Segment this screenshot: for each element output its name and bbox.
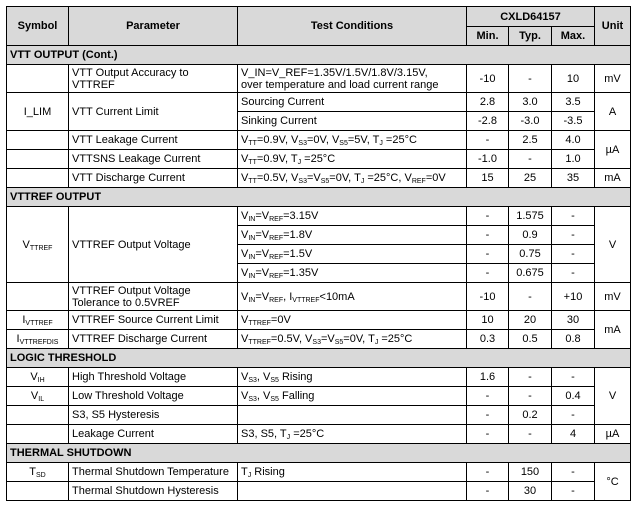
min-cell: 0.3 bbox=[467, 330, 509, 349]
unit-cell: A bbox=[595, 93, 631, 131]
max-cell: - bbox=[552, 406, 595, 425]
parameter-cell: VTTREF Output Voltage bbox=[69, 207, 238, 283]
table-row bbox=[7, 283, 631, 311]
min-cell: 15 bbox=[467, 169, 509, 188]
min-cell: - bbox=[467, 406, 509, 425]
condition-line: over temperature and load current range bbox=[241, 78, 439, 91]
unit-cell: µA bbox=[595, 131, 631, 169]
table-row bbox=[7, 311, 631, 330]
condition-cell: $V_{TTREF}=0V$ bbox=[238, 311, 467, 330]
table-row bbox=[7, 368, 631, 387]
symbol-cell: $I_{VTTREF}$ bbox=[7, 311, 69, 330]
symbol-cell bbox=[7, 425, 69, 444]
unit-cell: V bbox=[595, 207, 631, 283]
condition-cell bbox=[238, 65, 467, 93]
parameter-cell: VTTREF Source Current Limit bbox=[69, 311, 238, 330]
typ-cell: 30 bbox=[509, 482, 552, 501]
table-row bbox=[7, 169, 631, 188]
condition-cell: Sinking Current bbox=[238, 112, 467, 131]
max-header: Max. bbox=[552, 27, 595, 46]
typ-cell: 1.575 bbox=[509, 207, 552, 226]
condition-cell: $V_{S3}$, $V_{S5}$ Falling bbox=[238, 387, 467, 406]
min-cell: 10 bbox=[467, 311, 509, 330]
parameter-line: Tolerance to 0.5VREF bbox=[72, 296, 180, 309]
section-vttref-output: VTTREF OUTPUT bbox=[7, 188, 631, 207]
min-cell: -10 bbox=[467, 65, 509, 93]
max-cell: 4 bbox=[552, 425, 595, 444]
max-cell: - bbox=[552, 463, 595, 482]
typ-cell: 0.9 bbox=[509, 226, 552, 245]
table-row bbox=[7, 93, 631, 112]
table-row bbox=[7, 330, 631, 349]
electrical-characteristics-table bbox=[6, 6, 631, 501]
min-cell: - bbox=[467, 387, 509, 406]
condition-cell: $V_{IN}=V_{REF}$, $I_{VTTREF}<10mA$ bbox=[238, 283, 467, 311]
max-cell: - bbox=[552, 368, 595, 387]
table-row bbox=[7, 406, 631, 425]
min-cell: 1.6 bbox=[467, 368, 509, 387]
parameter-cell: VTT Discharge Current bbox=[69, 169, 238, 188]
typ-cell: - bbox=[509, 283, 552, 311]
parameter-cell: Low Threshold Voltage bbox=[69, 387, 238, 406]
typ-cell: - bbox=[509, 387, 552, 406]
parameter-cell: High Threshold Voltage bbox=[69, 368, 238, 387]
typ-cell: -3.0 bbox=[509, 112, 552, 131]
max-cell: 4.0 bbox=[552, 131, 595, 150]
unit-cell: µA bbox=[595, 425, 631, 444]
typ-cell: 2.5 bbox=[509, 131, 552, 150]
symbol-header: Symbol bbox=[7, 7, 69, 46]
max-cell: - bbox=[552, 207, 595, 226]
condition-cell: $T_J$ Rising bbox=[238, 463, 467, 482]
symbol-cell: $T_{SD}$ bbox=[7, 463, 69, 482]
max-cell: 0.4 bbox=[552, 387, 595, 406]
parameter-cell: S3, S5 Hysteresis bbox=[69, 406, 238, 425]
min-cell: - bbox=[467, 264, 509, 283]
parameter-cell: VTTREF Discharge Current bbox=[69, 330, 238, 349]
max-cell: +10 bbox=[552, 283, 595, 311]
min-cell: - bbox=[467, 207, 509, 226]
condition-cell: $V_{S3}$, $V_{S5}$ Rising bbox=[238, 368, 467, 387]
unit-cell: mV bbox=[595, 65, 631, 93]
typ-header: Typ. bbox=[509, 27, 552, 46]
typ-cell: 0.5 bbox=[509, 330, 552, 349]
typ-cell: 150 bbox=[509, 463, 552, 482]
symbol-cell: $V_{TTREF}$ bbox=[7, 207, 69, 283]
symbol-cell bbox=[7, 283, 69, 311]
typ-cell: 0.75 bbox=[509, 245, 552, 264]
unit-cell: V bbox=[595, 368, 631, 425]
table-row bbox=[7, 482, 631, 501]
max-cell: 3.5 bbox=[552, 93, 595, 112]
min-cell: - bbox=[467, 131, 509, 150]
min-cell: -2.8 bbox=[467, 112, 509, 131]
max-cell: - bbox=[552, 264, 595, 283]
symbol-cell: $V_{IH}$ bbox=[7, 368, 69, 387]
condition-cell bbox=[238, 406, 467, 425]
typ-cell: - bbox=[509, 368, 552, 387]
typ-cell: - bbox=[509, 65, 552, 93]
condition-cell: $V_{IN}=V_{REF}=1.5V$ bbox=[238, 245, 467, 264]
min-cell: 2.8 bbox=[467, 93, 509, 112]
typ-cell: 20 bbox=[509, 311, 552, 330]
min-cell: - bbox=[467, 482, 509, 501]
max-cell: 30 bbox=[552, 311, 595, 330]
table-row bbox=[7, 150, 631, 169]
min-cell: - bbox=[467, 425, 509, 444]
parameter-cell: VTT Leakage Current bbox=[69, 131, 238, 150]
symbol-cell bbox=[7, 150, 69, 169]
typ-cell: 3.0 bbox=[509, 93, 552, 112]
parameter-cell: VTT Output Accuracy to VTTREF bbox=[69, 65, 238, 93]
table-row bbox=[7, 463, 631, 482]
symbol-cell: $I_{VTTREFDIS}$ bbox=[7, 330, 69, 349]
min-cell: - bbox=[467, 463, 509, 482]
max-cell: -3.5 bbox=[552, 112, 595, 131]
test-conditions-header: Test Conditions bbox=[238, 7, 467, 46]
parameter-cell bbox=[69, 283, 238, 311]
min-cell: -10 bbox=[467, 283, 509, 311]
parameter-cell: Thermal Shutdown Hysteresis bbox=[69, 482, 238, 501]
max-cell: 35 bbox=[552, 169, 595, 188]
table-row bbox=[7, 387, 631, 406]
section-logic-threshold: LOGIC THRESHOLD bbox=[7, 349, 631, 368]
max-cell: - bbox=[552, 245, 595, 264]
min-header: Min. bbox=[467, 27, 509, 46]
min-cell: -1.0 bbox=[467, 150, 509, 169]
condition-cell: $V_{IN}=V_{REF}=1.35V$ bbox=[238, 264, 467, 283]
max-cell: 0.8 bbox=[552, 330, 595, 349]
table-row bbox=[7, 425, 631, 444]
symbol-cell bbox=[7, 482, 69, 501]
min-cell: - bbox=[467, 245, 509, 264]
condition-cell: $V_{TT}=0.9V$, $T_J =25^\circ C$ bbox=[238, 150, 467, 169]
condition-line: V_IN=V_REF=1.35V/1.5V/1.8V/3.15V, bbox=[241, 66, 428, 79]
max-cell: - bbox=[552, 226, 595, 245]
typ-cell: 0.2 bbox=[509, 406, 552, 425]
condition-cell: $V_{TTREF}=0.5V$, $V_{S3}=V_{S5}=0V$, $T_J =25^\circ C$ bbox=[238, 330, 467, 349]
section-thermal-shutdown: THERMAL SHUTDOWN bbox=[7, 444, 631, 463]
parameter-cell: VTT Current Limit bbox=[69, 93, 238, 131]
condition-cell: $V_{IN}=V_{REF}=1.8V$ bbox=[238, 226, 467, 245]
unit-cell: °C bbox=[595, 463, 631, 501]
parameter-cell: VTTSNS Leakage Current bbox=[69, 150, 238, 169]
condition-cell bbox=[238, 482, 467, 501]
parameter-header: Parameter bbox=[69, 7, 238, 46]
symbol-cell bbox=[7, 406, 69, 425]
condition-cell: $V_{TT}=0.5V$, $V_{S3}=V_{S5}=0V$, $T_J =25^\circ C$, $V_{REF}=0V$ bbox=[238, 169, 467, 188]
condition-cell: $V_{TT}=0.9V$, $V_{S3}=0V$, $V_{S5}=5V$, $T_J =25^\circ C$ bbox=[238, 131, 467, 150]
section-vtt-output: VTT OUTPUT (Cont.) bbox=[7, 46, 631, 65]
max-cell: 10 bbox=[552, 65, 595, 93]
symbol-cell bbox=[7, 131, 69, 150]
table-row bbox=[7, 207, 631, 226]
max-cell: - bbox=[552, 482, 595, 501]
table-row bbox=[7, 131, 631, 150]
condition-cell: Sourcing Current bbox=[238, 93, 467, 112]
symbol-cell: $V_{IL}$ bbox=[7, 387, 69, 406]
symbol-cell bbox=[7, 169, 69, 188]
unit-header: Unit bbox=[595, 7, 631, 46]
table-row bbox=[7, 65, 631, 93]
typ-cell: 25 bbox=[509, 169, 552, 188]
unit-cell: mA bbox=[595, 311, 631, 349]
unit-cell: mA bbox=[595, 169, 631, 188]
typ-cell: 0.675 bbox=[509, 264, 552, 283]
typ-cell: - bbox=[509, 150, 552, 169]
unit-cell: mV bbox=[595, 283, 631, 311]
parameter-cell: Thermal Shutdown Temperature bbox=[69, 463, 238, 482]
parameter-line: VTTREF Output Voltage bbox=[72, 284, 191, 297]
max-cell: 1.0 bbox=[552, 150, 595, 169]
min-cell: - bbox=[467, 226, 509, 245]
parameter-cell: Leakage Current bbox=[69, 425, 238, 444]
condition-cell: $V_{IN}=V_{REF}=3.15V$ bbox=[238, 207, 467, 226]
typ-cell: - bbox=[509, 425, 552, 444]
part-number-header: CXLD64157 bbox=[467, 7, 595, 27]
condition-cell: S3, S5, $T_J =25^\circ C$ bbox=[238, 425, 467, 444]
symbol-cell: I_LIM bbox=[7, 93, 69, 131]
symbol-cell bbox=[7, 65, 69, 93]
